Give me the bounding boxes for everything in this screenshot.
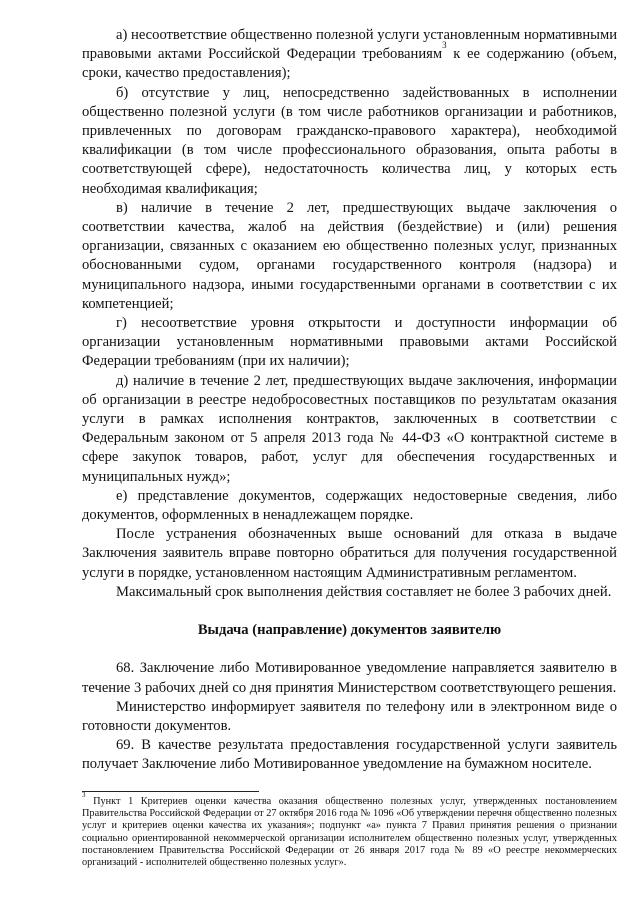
paragraph-68: 68. Заключение либо Мотивированное уведомление направляется заявителю в течение 3 рабочих дней со дня принятия Министерством соответствующего решения. <box>82 660 617 696</box>
footnote-reference[interactable]: 3 <box>442 40 447 51</box>
spacer <box>82 640 617 659</box>
document-page <box>82 26 617 775</box>
paragraph-d: д) наличие в течение 2 лет, предшествующих выдаче заключения, информации об организации в реестре недобросовестных поставщиков по результатам оказания услуги в рамках исполнения контрактов, заключенных в соответствии с Федеральным законом от 5 апреля 2013 года № 44-ФЗ «О контрактной системе в сфере закупок товаров, работ, услуг для обеспечения государственных и муниципальных нужд»; <box>82 372 617 485</box>
paragraph-a-text: а) несоответствие общественно полезной услуги установленным нормативными правовыми актами Российской Федерации требованиям <box>82 27 617 63</box>
footnote-text: Пункт 1 Критериев оценки качества оказания общественно полезных услуг, утвержденных постановлением Правительства Российской Федерации от 27 октября 2016 года № 1096 «Об утверждении перечня общественно полезных услуг и критериев оценки качества их указания»; подпункт «а» пункта 7 Правил принятия решения о признании социально ориентированной некоммерческой организации исполнителем общественно полезных услуг, утвержденных постановлением Правительства Российской Федерации от 26 января 2017 года № 89 «О реестре некоммерческих организаций - исполнителей общественно полезных услуг». <box>82 796 617 869</box>
paragraph-a <box>82 26 617 84</box>
paragraph-inform: Министерство информирует заявителя по телефону или в электронном виде о готовности документов. <box>82 698 617 734</box>
footnote-3 <box>82 790 617 869</box>
paragraph-g: г) несоответствие уровня открытости и доступности информации об организации установленным нормативными правовыми актами Российской Федерации требованиям (при их наличии); <box>82 315 617 370</box>
paragraph-v: в) наличие в течение 2 лет, предшествующих выдаче заключения о соответствии качества, жалоб на действия (бездействие) и (или) решения организации, связанных с оказанием ею общественно полезных услуг, признанных обоснованными судом, органами государственного контроля (надзора) и муниципального надзора, иными государственными органами в соответствии с их компетенцией; <box>82 199 617 312</box>
paragraph-max-term: Максимальный срок выполнения действия составляет не более 3 рабочих дней. <box>116 583 612 600</box>
footnote-divider <box>82 791 259 792</box>
footnote-area <box>82 791 617 869</box>
paragraph-reapply: После устранения обозначенных выше оснований для отказа в выдаче Заключения заявитель вправе повторно обратиться для получения государственной услуги в порядке, установленном настоящим Административным регламентом. <box>82 526 617 581</box>
paragraph-69: 69. В качестве результата предоставления государственной услуги заявитель получает Заключение либо Мотивированное уведомление на бумажном носителе. <box>82 737 617 773</box>
spacer <box>82 602 617 621</box>
paragraph-a-continuation: к ее содержанию (объем, сроки, качество предоставления); <box>82 46 617 82</box>
paragraph-b: б) отсутствие у лиц, непосредственно задействованных в исполнении общественно полезной услуги (в том числе работников организации и работников, привлеченных по договорам гражданско-правового характера), необходимой квалификации (в том числе профессионального образования, опыта работы в соответствующей сфере), недостаточность количества лиц, у которых есть необходимая квалификация; <box>82 84 617 197</box>
section-heading: Выдача (направление) документов заявителю <box>197 622 502 639</box>
footnote-number: 3 <box>82 790 86 799</box>
paragraph-e: е) представление документов, содержащих недостоверные сведения, либо документов, оформленных в ненадлежащем порядке. <box>82 487 617 524</box>
